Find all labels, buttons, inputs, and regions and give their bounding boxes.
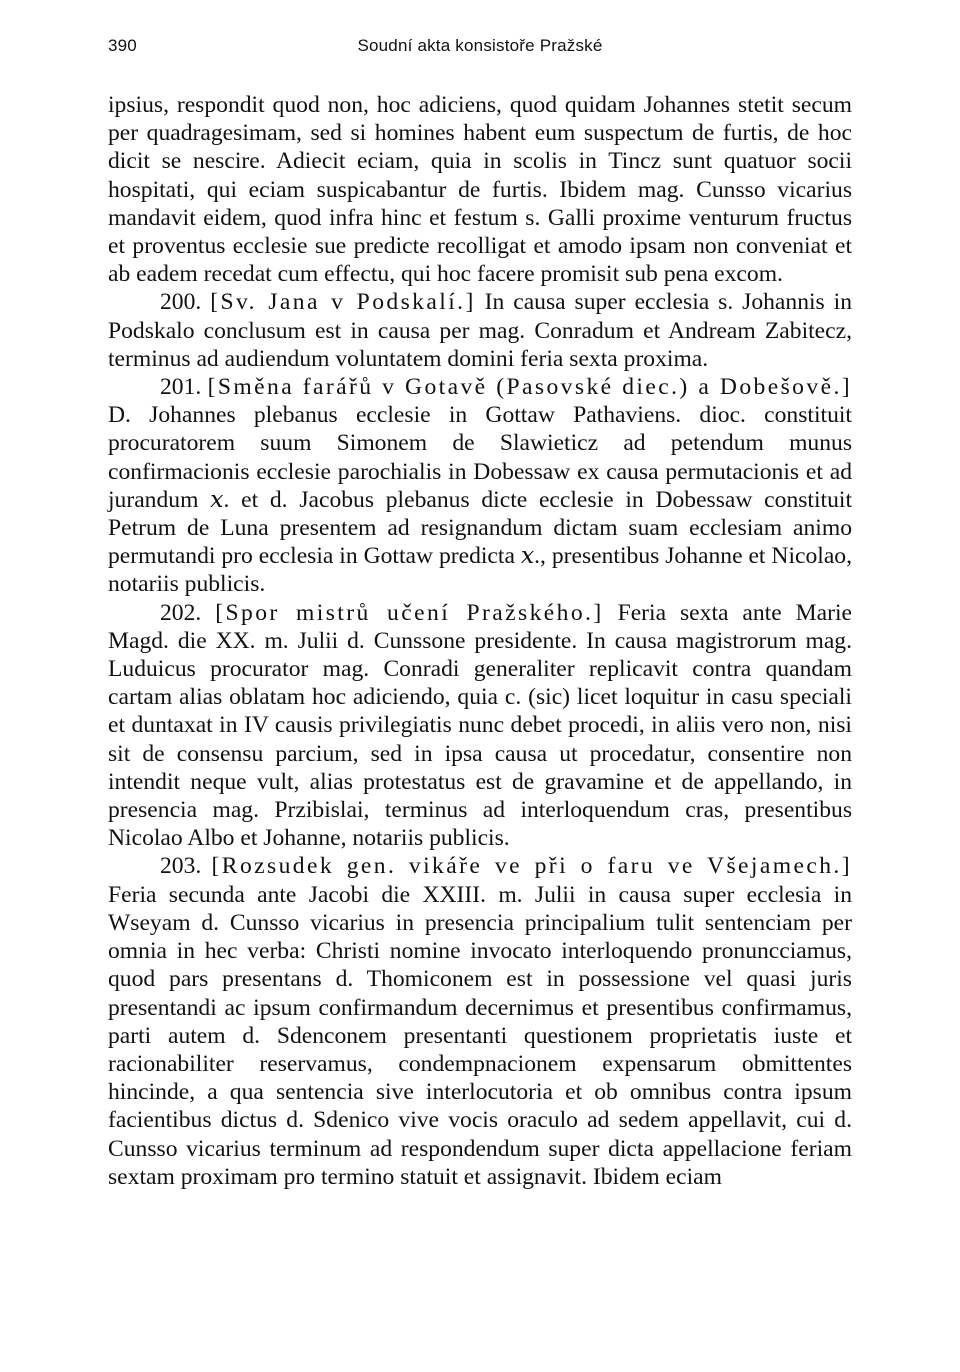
book-page <box>108 36 852 1191</box>
entry-heading: [Směna farářů v Gotavě (Pasovské diec.) a Dobešově.] <box>207 374 852 401</box>
running-header <box>108 36 852 58</box>
entry-text: Feria sexta ante Marie Magd. die XX. m. Julii d. Cunssone presidente. In causa magistrorum mag. Luduicus procurator mag. Conradi generaliter replicavit contra quandam cartam alias oblatam hoc adiciendo, quia c. (sic) licet loquitur in casu speciali et duntaxat in IV causis privilegiatis nunc debet procedi, in aliis vero non, nisi sit de consensu parcium, sed in ipsa causa ut procedatur, consentire non intendit neque vult, alias protestatus est de gravamine et de appellando, in presencia mag. Przibislai, terminus ad interloquendum cras, presentibus Nicolao Albo et Johanne, notariis publicis. <box>108 599 852 852</box>
running-title: Soudní akta konsistoře Pražské <box>357 36 603 55</box>
entry-201 <box>108 373 852 599</box>
entry-200 <box>108 288 852 373</box>
paragraph-continuation <box>108 91 852 288</box>
entry-202 <box>108 599 852 853</box>
body-text <box>108 91 852 1191</box>
entry-number: 203. <box>160 853 202 880</box>
entry-text: In causa super ecclesia s. Johannis in Podskalo conclusum est in causa per mag. Conradum et Andream Zabitecz, terminus ad audiendum voluntatem domini feria sexta proxima. <box>108 289 852 372</box>
entry-text: D. Johannes plebanus ecclesie in Gottaw Pathaviens. dioc. constituit procuratorem suum Simonem de Slawieticz ad petendum munus confirmacionis ecclesie parochialis in Dobessaw ex causa permutacionis et ad jurandum 𝑥. et d. Jacobus plebanus dicte ecclesie in Dobessaw constituit Petrum de Luna presentem ad resignandum dictam suam ecclesiam animo permutandi pro ecclesia in Gottaw predicta 𝑥., presentibus Johanne et Nicolao, notariis publicis. <box>108 402 852 598</box>
entry-text: Feria secunda ante Jacobi die XXIII. m. Julii in causa super ecclesia in Wseyam d. Cunsso vicarius in presencia principalium tulit sentenciam per omnia in hec verba: Christi nomine invocato interloquendo pronuncciamus, quod pars presentans d. Thomiconem est in possessione vel quasi juris presentandi ac ipsum confirmandum decernimus et presentibus confirmamus, parti autem d. Sdenconem presentanti questionem proprietatis iuste et racionabiliter reservamus, condempnacionem expensarum obmittentes hincinde, a qua sentencia sive interlocutoria et ob omnibus contra ipsum facientibus dictus d. Sdenico vive vocis oraculo ad sedem appellavit, cui d. Cunsso vicarius terminum ad respondendum super dicta appellacione feriam sextam proximam pro termino statuit et assignavit. Ibidem eciam <box>108 881 852 1190</box>
paragraph-text: ipsius, respondit quod non, hoc adiciens, quod quidam Johannes stetit secum per quadragesimam, sed si homines habent eum suspectum de furtis, de hoc dicit se nescire. Adiecit eciam, quia in scolis in Tincz sunt quatuor socii hospitati, qui eciam suspicabantur de furtis. Ibidem mag. Cunsso vicarius mandavit eidem, quod infra hinc et festum s. Galli proxime venturum fructus et proventus ecclesie sue predicte recolligat et amodo ipsam non conveniat et ab eadem recedat cum effectu, qui hoc facere promisit sub pena excom. <box>108 92 852 288</box>
entry-heading: [Spor mistrů učení Pražského.] <box>215 599 604 626</box>
entry-number: 200. <box>160 289 202 316</box>
entry-heading: [Sv. Jana v Podskalí.] <box>210 289 476 316</box>
entry-203 <box>108 852 852 1190</box>
entry-heading: [Rozsudek gen. vikáře ve při o faru ve Všejamech.] <box>211 853 852 880</box>
page-number: 390 <box>108 36 137 55</box>
entry-number: 202. <box>160 599 202 626</box>
entry-number: 201. <box>160 374 202 401</box>
